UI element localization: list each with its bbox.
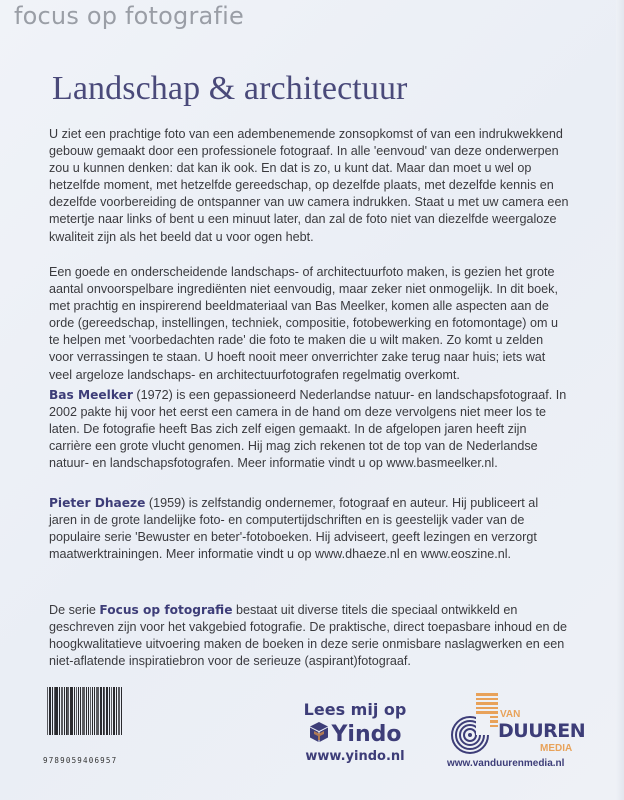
barcode-bar bbox=[61, 687, 63, 735]
barcode-bar bbox=[80, 687, 81, 735]
yindo-url: www.yindo.nl bbox=[305, 749, 405, 764]
barcode-bar bbox=[103, 687, 104, 735]
author-bio-pieter-dhaeze bbox=[49, 495, 569, 563]
barcode-bar bbox=[49, 687, 51, 735]
yindo-brand-name: Yindo bbox=[331, 722, 402, 747]
author-bio-bas-meelker bbox=[49, 387, 569, 472]
author-name: Pieter Dhaeze bbox=[49, 496, 146, 510]
yindo-tagline: Lees mij op bbox=[303, 700, 407, 719]
barcode-bar bbox=[82, 687, 85, 735]
series-description bbox=[49, 602, 569, 670]
barcode-bar bbox=[118, 687, 120, 735]
series-name: Focus op fotografie bbox=[99, 603, 233, 617]
barcode-bar bbox=[59, 687, 60, 735]
barcode-bar bbox=[94, 687, 95, 735]
publisher-duuren: DUUREN bbox=[498, 720, 586, 742]
author-name: Bas Meelker bbox=[49, 388, 133, 402]
barcode-bar bbox=[78, 687, 80, 735]
barcode-bar bbox=[92, 687, 93, 735]
barcode-bar bbox=[113, 687, 116, 735]
publisher-media: MEDIA bbox=[540, 743, 573, 754]
barcode bbox=[47, 687, 123, 745]
barcode-bar bbox=[86, 687, 87, 735]
barcode-bar bbox=[67, 687, 69, 735]
publisher-van: VAN bbox=[500, 709, 521, 720]
barcode-bar bbox=[64, 687, 65, 735]
van-duuren-media-logo bbox=[447, 693, 586, 783]
barcode-bar bbox=[116, 687, 117, 735]
yindo-logo bbox=[300, 700, 410, 764]
book-description-paragraph: Een goede en onderscheidende landschaps- of architectuurfoto maken, is gezien het grote aantal onvoorspelbare ingrediënten niet eenvoudig, maar zeker niet onmogelijk. In dit boek, met prachtig en inspirerend beeldmateriaal van Bas Meelker, komen alle aspecten aan de orde (gereedschap, instellingen, techniek, compositie, fotobewerking en fotomontage) om u te helpen met 'voorbedachten rade' die foto te maken die u wilt maken. Zo komt u zelden voor verrassingen te staan. U hoeft nooit meer onverrichter zake terug naar huis; iets wat veel argeloze landschaps- en architectuurfotografen regelmatig overkomt. bbox=[49, 265, 558, 382]
cover-edge bbox=[616, 0, 624, 800]
barcode-bar bbox=[47, 687, 48, 735]
series-prefix: De serie bbox=[49, 603, 100, 617]
publisher-url: www.vanduurenmedia.nl bbox=[447, 758, 565, 769]
barcode-bar bbox=[88, 687, 89, 735]
barcode-bar bbox=[121, 687, 122, 735]
isbn-number: 9789059406957 bbox=[43, 756, 118, 765]
barcode-bar bbox=[111, 687, 112, 735]
series-title: focus op fotografie bbox=[14, 2, 244, 30]
barcode-bar bbox=[109, 687, 110, 735]
barcode-bar bbox=[55, 687, 58, 735]
barcode-bar bbox=[104, 687, 105, 735]
barcode-bar bbox=[74, 687, 75, 735]
author-bio-text: (1972) is een gepassioneerd Nederlandse natuur- en landschapsfotograaf. In 2002 pakte hij voor het eerst een camera in de hand om deze vervolgens niet meer los te laten. De fotografie heeft Bas zich zelf eigen gemaakt. In de afgelopen jaren heeft zijn carrière een grote vlucht genomen. Hij mag zich rekenen tot de top van de Nederlandse natuur- en landschapsfotografen. Meer informatie vindt u op www.basmeelker.nl. bbox=[49, 388, 567, 471]
barcode-bar bbox=[100, 687, 102, 735]
barcode-bar bbox=[106, 687, 108, 735]
barcode-bar bbox=[90, 687, 92, 735]
barcode-bar bbox=[76, 687, 77, 735]
barcode-bar bbox=[70, 687, 73, 735]
intro-paragraph: U ziet een prachtige foto van een adembenemende zonsopkomst of van een indrukwekkend gebouw gemaakt door een professionele fotograaf. In alle 'eenvoud' van deze onderwerpen zou u kunnen denken: dat kan ik ook. En dat is zo, u kunt dat. Maar dan moet u wel op hetzelfde moment, met hetzelfde gereedschap, op dezelfde plaats, met dezelfde kennis en dezelfde voorbereiding de ontspanner van uw camera indrukken. Staat u met uw camera een metertje naar links of bent u een minuut later, dan zal de foto niet van diezelfde weergaloze kwaliteit zijn als het beeld dat u voor ogen hebt. bbox=[49, 127, 569, 244]
yindo-brand bbox=[300, 721, 410, 748]
yindo-cube-icon bbox=[309, 721, 329, 748]
author-bio-text: (1959) is zelfstandig ondernemer, fotograaf en auteur. Hij publiceert al jaren in de grote landelijke foto- en computertijdschriften en is geestelijk vader van de populaire serie 'Bewuster en beter'-fotoboeken. Hij adviseert, geeft lezingen en verzorgt maatwerktrainingen. Meer informatie vindt u op www.dhaeze.nl en www.eoszine.nl. bbox=[49, 496, 539, 562]
barcode-bar bbox=[96, 687, 99, 735]
series-text: bestaat uit diverse titels die speciaal ontwikkeld en geschreven zijn voor het vakgebied fotografie. De praktische, direct toepasbare inhoud en de hoogkwalitatieve uitvoering maken de boeken in deze serie onmisbare naslagwerken en een niet-aflatende inspiratiebron voor de serieuze (aspirant)fotograaf. bbox=[49, 603, 568, 669]
barcode-bar bbox=[54, 687, 55, 735]
book-title: Landschap & architectuur bbox=[52, 70, 408, 107]
barcode-bar bbox=[66, 687, 67, 735]
barcode-bar bbox=[52, 687, 53, 735]
van-duuren-logo-icon bbox=[450, 715, 490, 760]
